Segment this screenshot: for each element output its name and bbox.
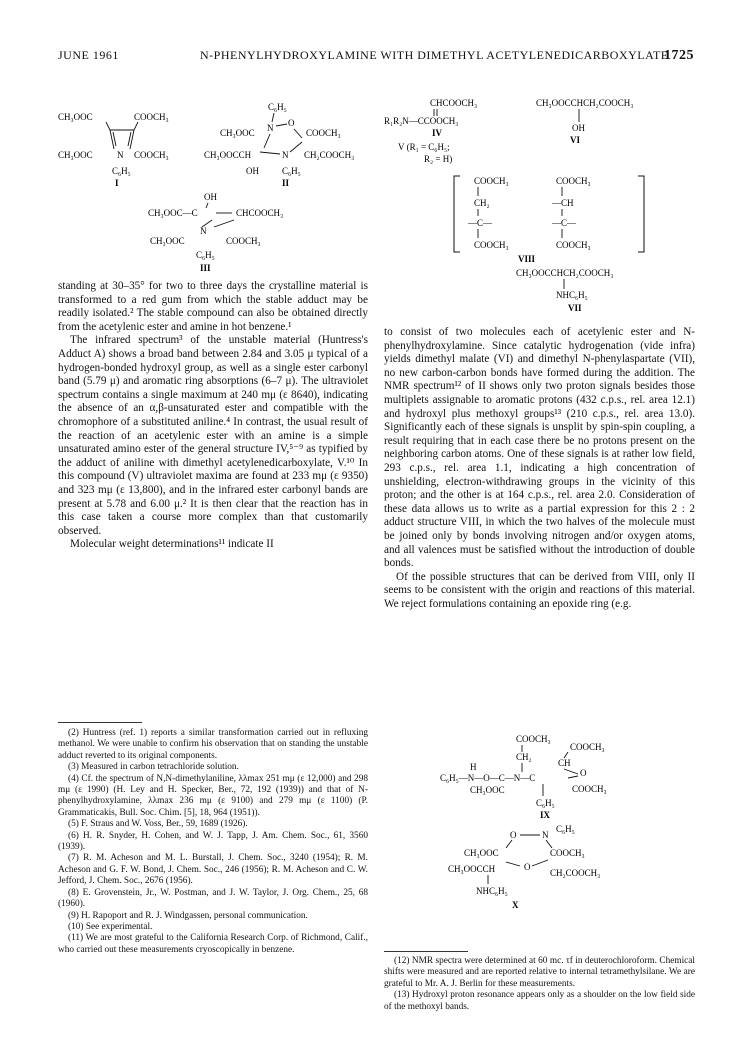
vii-line2: NHC₆H₅: [556, 290, 588, 300]
i-top-left: CH₃OOC: [58, 112, 93, 122]
ix-oxygen: O: [580, 768, 587, 778]
structure-vi: [536, 98, 633, 145]
i-label: I: [115, 178, 119, 188]
footnote: (6) H. R. Snyder, H. Cohen, and W. J. Tapp, J. Am. Chem. Soc., 61, 3560 (1939).: [58, 830, 368, 853]
footnotes-right: [384, 956, 695, 1013]
footnote-rule: [58, 722, 142, 723]
structure-iii: [148, 192, 283, 273]
viii-b3: —C—: [552, 218, 577, 228]
ii-cooch3-right: COOCH₃: [306, 128, 341, 138]
footnote: (7) R. M. Acheson and M. L. Burstall, J. Chem. Soc., 3240 (1954); R. M. Acheson and G. F. W. Bond, J. Chem. Soc., 246 (1956); R. M. Acheson and C. W. Jefford, J. Chem. Soc., 2676 (1956).: [58, 853, 368, 887]
ii-oh: OH: [246, 166, 259, 176]
iii-left1: CH₃OOC—C: [148, 208, 198, 218]
paragraph: Molecular weight determinations¹¹ indicate II: [70, 538, 274, 551]
ii-cooch3-left: CH₃OOC: [220, 128, 255, 138]
ii-n1: N: [267, 123, 274, 133]
ii-oxygen: O: [288, 118, 295, 128]
ix-right: COOCH₃: [572, 784, 607, 794]
ii-label: II: [282, 178, 290, 188]
ii-phenyl-top: C₆H₅: [268, 102, 287, 112]
vii-label: VII: [568, 303, 582, 313]
footnote: (3) Measured in carbon tetrachloride solution.: [68, 762, 239, 773]
iv-label: IV: [432, 128, 443, 138]
footnote: (9) H. Rapoport and R. J. Windgassen, personal communication.: [68, 910, 308, 921]
i-phenyl: C₆H₅: [112, 166, 131, 176]
iii-phenyl: C₆H₅: [196, 250, 215, 260]
x-left1: CH₃OOC: [464, 848, 499, 858]
footnote-rule: [384, 951, 468, 952]
x-nh: NHC₆H₅: [476, 886, 508, 896]
viii-b4: COOCH₃: [556, 240, 591, 250]
page-number: 1725: [664, 48, 694, 63]
x-o2: O: [524, 862, 531, 872]
structures-i-ii-iii: [56, 94, 376, 278]
iii-right1: CHCOOCH₃: [236, 208, 284, 218]
i-top-right: COOCH₃: [134, 112, 169, 122]
footnote: (10) See experimental.: [68, 921, 153, 932]
viii-label: VIII: [518, 254, 536, 264]
header-date: JUNE 1961: [58, 48, 119, 62]
iv-line2: R₁R₂N—CCOOCH₃: [384, 116, 459, 126]
ix-t1: COOCH₃: [516, 734, 551, 744]
ix-t2: CH₂: [516, 752, 532, 762]
footnote: (2) Huntress (ref. 1) reports a similar transformation carried out in refluxing methanol. We were unable to confirm his observation that on standing the unstable adduct reverted to its original components.: [58, 728, 368, 761]
viii-a4: COOCH₃: [474, 240, 509, 250]
vi-label: VI: [570, 135, 581, 145]
viii-a1: COOCH₃: [474, 176, 509, 186]
running-header: [58, 48, 694, 68]
footnote: (12) NMR spectra were determined at 60 mc. τf in deuterochloroform. Chemical shifts were measured and are reported relative to internal tetramethylsilane. We are grateful to Mr. A. J. Berlin for these measurements.: [384, 956, 695, 989]
i-bottom-left: CH₃OOC: [58, 150, 93, 160]
ii-ch2: CH₂COOCH₃: [304, 150, 355, 160]
structure-iv: [384, 98, 477, 164]
right-column-text: [384, 326, 695, 611]
ix-t4: CH: [558, 758, 571, 768]
viii-a3: —C—: [468, 218, 493, 228]
structure-ii: [204, 102, 354, 188]
structure-vii: [516, 268, 613, 313]
iv-line1: CHCOOCH₃: [430, 98, 478, 108]
structures-ix-x: [440, 732, 680, 942]
v-line1: V (R₁ = C₆H₅;: [398, 142, 450, 152]
ix-phenyl: C₆H₅: [536, 798, 555, 808]
vii-line1: CH₃OOCCHCH₂COOCH₃: [516, 268, 614, 278]
paragraph: standing at 30–35° for two to three days the crystalline material is transformed to a red gum from which the stable adduct may be readily isolated.² The stable compound can also be obtained directly from the acetylenic ester and amine in hot benzene.¹: [58, 280, 368, 333]
footnote: (13) Hydroxyl proton resonance appears only as a shoulder on the low field side of the methoxyl bands.: [384, 990, 695, 1012]
footnote: (4) Cf. the spectrum of N,N-dimethylaniline, λλmax 251 mμ (ε 12,000) and 298 mμ (ε 1990) (H. Ley and H. Specker, Ber., 72, 192 (1939)) and that of N-phenylhydroxylamine, λλmax 236 mμ (ε 9100) and 279 mμ (ε 1100) (P. Grammaticakis, Bull. Soc. Chim. [5], 18, 964 (1951)).: [58, 773, 368, 818]
iii-oh: OH: [204, 192, 217, 202]
structure-i: [58, 112, 169, 188]
viii-a2: CH₂: [474, 198, 490, 208]
footnote: (8) E. Grovenstein, Jr., W. Postman, and J. W. Taylor, J. Org. Chem., 25, 68 (1960).: [58, 887, 368, 910]
viii-b1: COOCH₃: [556, 176, 591, 186]
viii-b2: —CH: [552, 198, 574, 208]
footnotes-left: [58, 728, 368, 956]
vi-line1: CH₃OOCCHCH₂COOCH₃: [536, 98, 634, 108]
x-label: X: [512, 900, 519, 910]
footnote: (5) F. Straus and W. Voss, Ber., 59, 1689 (1926).: [68, 819, 248, 830]
x-phenyl: C₆H₅: [556, 824, 575, 834]
ix-left: CH₃OOC: [470, 785, 505, 795]
x-left2: CH₃OOCCH: [448, 864, 496, 874]
footnote: (11) We are most grateful to the California Research Corp. of Richmond, Calif., who carried out these measurements cryoscopically in benzene.: [58, 933, 368, 955]
i-bottom-right: COOCH₃: [134, 150, 169, 160]
paragraph: The infrared spectrum³ of the unstable material (Huntress's Adduct A) shows a broad band between 2.84 and 3.05 μ typical of a hydrogen-bonded hydroxyl group, as well as a single ester carbonyl band (5.79 μ) and aromatic ring absorptions (6–7 μ). The ultraviolet spectrum contains a single maximum at 240 mμ (ε 8640), indicating the absence of an α,β-unsaturated ester and compatible with the chromophore of a substituted aniline.⁴ In contrast, the usual result of the reaction of an acetylenic ester with an amine is a simple unsaturated amino ester of the general structure IV,⁵⁻⁹ as typified by the adduct of aniline with dimethyl acetylenedicarboxylate, V.¹⁰ In this compound (V) ultraviolet maxima are found at 233 mμ (ε 9350) and 323 mμ (ε 13,800), and in the infrared ester carbonyl bands are present at 5.78 and 6.00 μ.² It is then clear that the reaction has in this case taken a course more complex than that customarily observed.: [58, 334, 368, 537]
ix-t3: COOCH₃: [570, 742, 605, 752]
i-nitrogen: N: [117, 150, 124, 160]
ix-main: C₆H₅—N—O—C—N—C: [440, 773, 536, 783]
structure-viii: [454, 176, 644, 264]
v-line2: R₂ = H): [424, 154, 453, 164]
ix-h: H: [470, 762, 477, 772]
x-right1: COOCH₃: [550, 848, 585, 858]
ix-label: IX: [540, 810, 551, 820]
structure-x: [448, 824, 600, 910]
paragraph: to consist of two molecules each of acetylenic ester and N-phenylhydroxylamine. Since catalytic hydrogenation (vide infra) yields dimethyl malate (VI) and dimethyl N-phenylaspartate (VII), no new carbon-carbon bonds have formed during the addition. The NMR spectrum¹² of II shows only two proton signals besides those multiplets assignable to aromatic protons (432 c.p.s., rel. area 12.1) and hydroxyl plus methoxyl groups¹³ (210 c.p.s., rel. area 13.0). Significantly each of these signals is unsplit by spin-spin coupling, a result requiring that in each case there be no protons present on the neighboring carbon atoms. One of these signals is at rather low field, 293 c.p.s., rel. area 1.1, indicating a high concentration of unshielding, electron-withdrawing groups in the vicinity of this proton; and the other is at 164 c.p.s., rel. area 2.0. Consideration of these data allows us to write as a partial expression for this 2 : 2 adduct structure VIII, in which the two halves of the molecule must be joined only by bonds involving nitrogen and/or oxygen atoms, and all valences must be satisfied without the introduction of double bonds.: [384, 326, 695, 570]
left-column-text: [58, 280, 368, 552]
structures-iv-viii: [384, 96, 704, 314]
x-right2: CH₂COOCH₃: [550, 868, 601, 878]
x-oxygen: O: [510, 830, 517, 840]
iii-right2: COOCH₃: [226, 236, 261, 246]
structure-ix: [440, 734, 607, 820]
vi-line2: OH: [572, 123, 585, 133]
paragraph: Of the possible structures that can be derived from VIII, only II seems to be consistent with the origin and reactions of this material. We reject formulations containing an epoxide ring (e.g.: [384, 570, 695, 610]
iii-left2: CH₃OOC: [150, 236, 185, 246]
header-title: N-PHENYLHYDROXYLAMINE WITH DIMETHYL ACETYLENEDICARBOXYLATE: [200, 48, 669, 62]
iii-label: III: [200, 263, 211, 273]
ii-ch: CH₃OOCCH: [204, 150, 252, 160]
ii-phenyl-bottom: C₆H₅: [282, 166, 301, 176]
iii-nitrogen: N: [200, 226, 207, 236]
x-nitrogen: N: [542, 830, 549, 840]
ii-n2: N: [282, 150, 289, 160]
